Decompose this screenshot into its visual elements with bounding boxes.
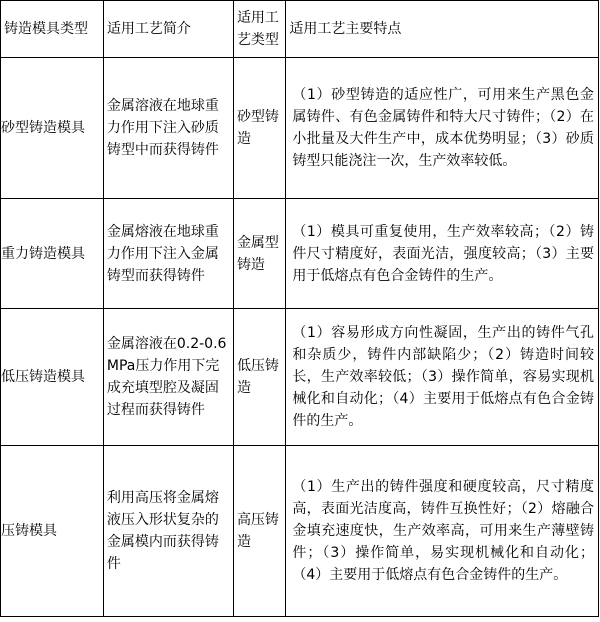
cell-process-intro: 金属溶液在地球重力作用下注入砂质铸型中而获得铸件 [103, 58, 233, 199]
cell-mold-type: 低压铸造模具 [1, 309, 104, 446]
cell-process-type: 砂型铸造 [233, 58, 285, 199]
header-mold-type: 铸造模具类型 [1, 1, 104, 58]
cell-process-features: （1）容易形成方向性凝固，生产出的铸件气孔和杂质少，铸件内部缺陷少；（2）铸造时间较长，生产效率较低；（3）操作简单，容易实现机械化和自动化；（4）主要用于低熔点有色合金铸件的生产。 [286, 309, 599, 446]
table-row [1, 58, 599, 199]
cell-process-intro: 金属溶液在0.2-0.6MPa压力作用下完成充填型腔及凝固过程而获得铸件 [103, 309, 233, 446]
cell-mold-type: 压铸模具 [1, 446, 104, 617]
cell-process-type: 低压铸造 [233, 309, 285, 446]
cell-process-intro: 金属熔液在地球重力作用下注入金属铸型而获得铸件 [103, 199, 233, 309]
cell-mold-type: 砂型铸造模具 [1, 58, 104, 199]
table-row [1, 199, 599, 309]
cell-process-type: 高压铸造 [233, 446, 285, 617]
header-row [1, 1, 599, 58]
header-process-type: 适用工艺类型 [233, 1, 285, 58]
header-process-features: 适用工艺主要特点 [286, 1, 599, 58]
cell-process-features: （1）砂型铸造的适应性广，可用来生产黑色金属铸件、有色金属铸件和特大尺寸铸件；（2）在小批量及大件生产中，成本优势明显；（3）砂质铸型只能浇注一次，生产效率较低。 [286, 58, 599, 199]
header-process-intro: 适用工艺简介 [103, 1, 233, 58]
cell-mold-type: 重力铸造模具 [1, 199, 104, 309]
table-row [1, 446, 599, 617]
cell-process-features: （1）模具可重复使用，生产效率较高；（2）铸件尺寸精度好，表面光洁，强度较高；（3）主要用于低熔点有色合金铸件的生产。 [286, 199, 599, 309]
cell-process-type: 金属型铸造 [233, 199, 285, 309]
table-row [1, 309, 599, 446]
cell-process-intro: 利用高压将金属熔液压入形状复杂的金属模内而获得铸件 [103, 446, 233, 617]
cell-process-features: （1）生产出的铸件强度和硬度较高，尺寸精度高，表面光洁度高，铸件互换性好；（2）熔融合金填充速度快，生产效率高，可用来生产薄壁铸件；（3）操作简单，易实现机械化和自动化；（4）主要用于低熔点有色合金铸件的生产。 [286, 446, 599, 617]
